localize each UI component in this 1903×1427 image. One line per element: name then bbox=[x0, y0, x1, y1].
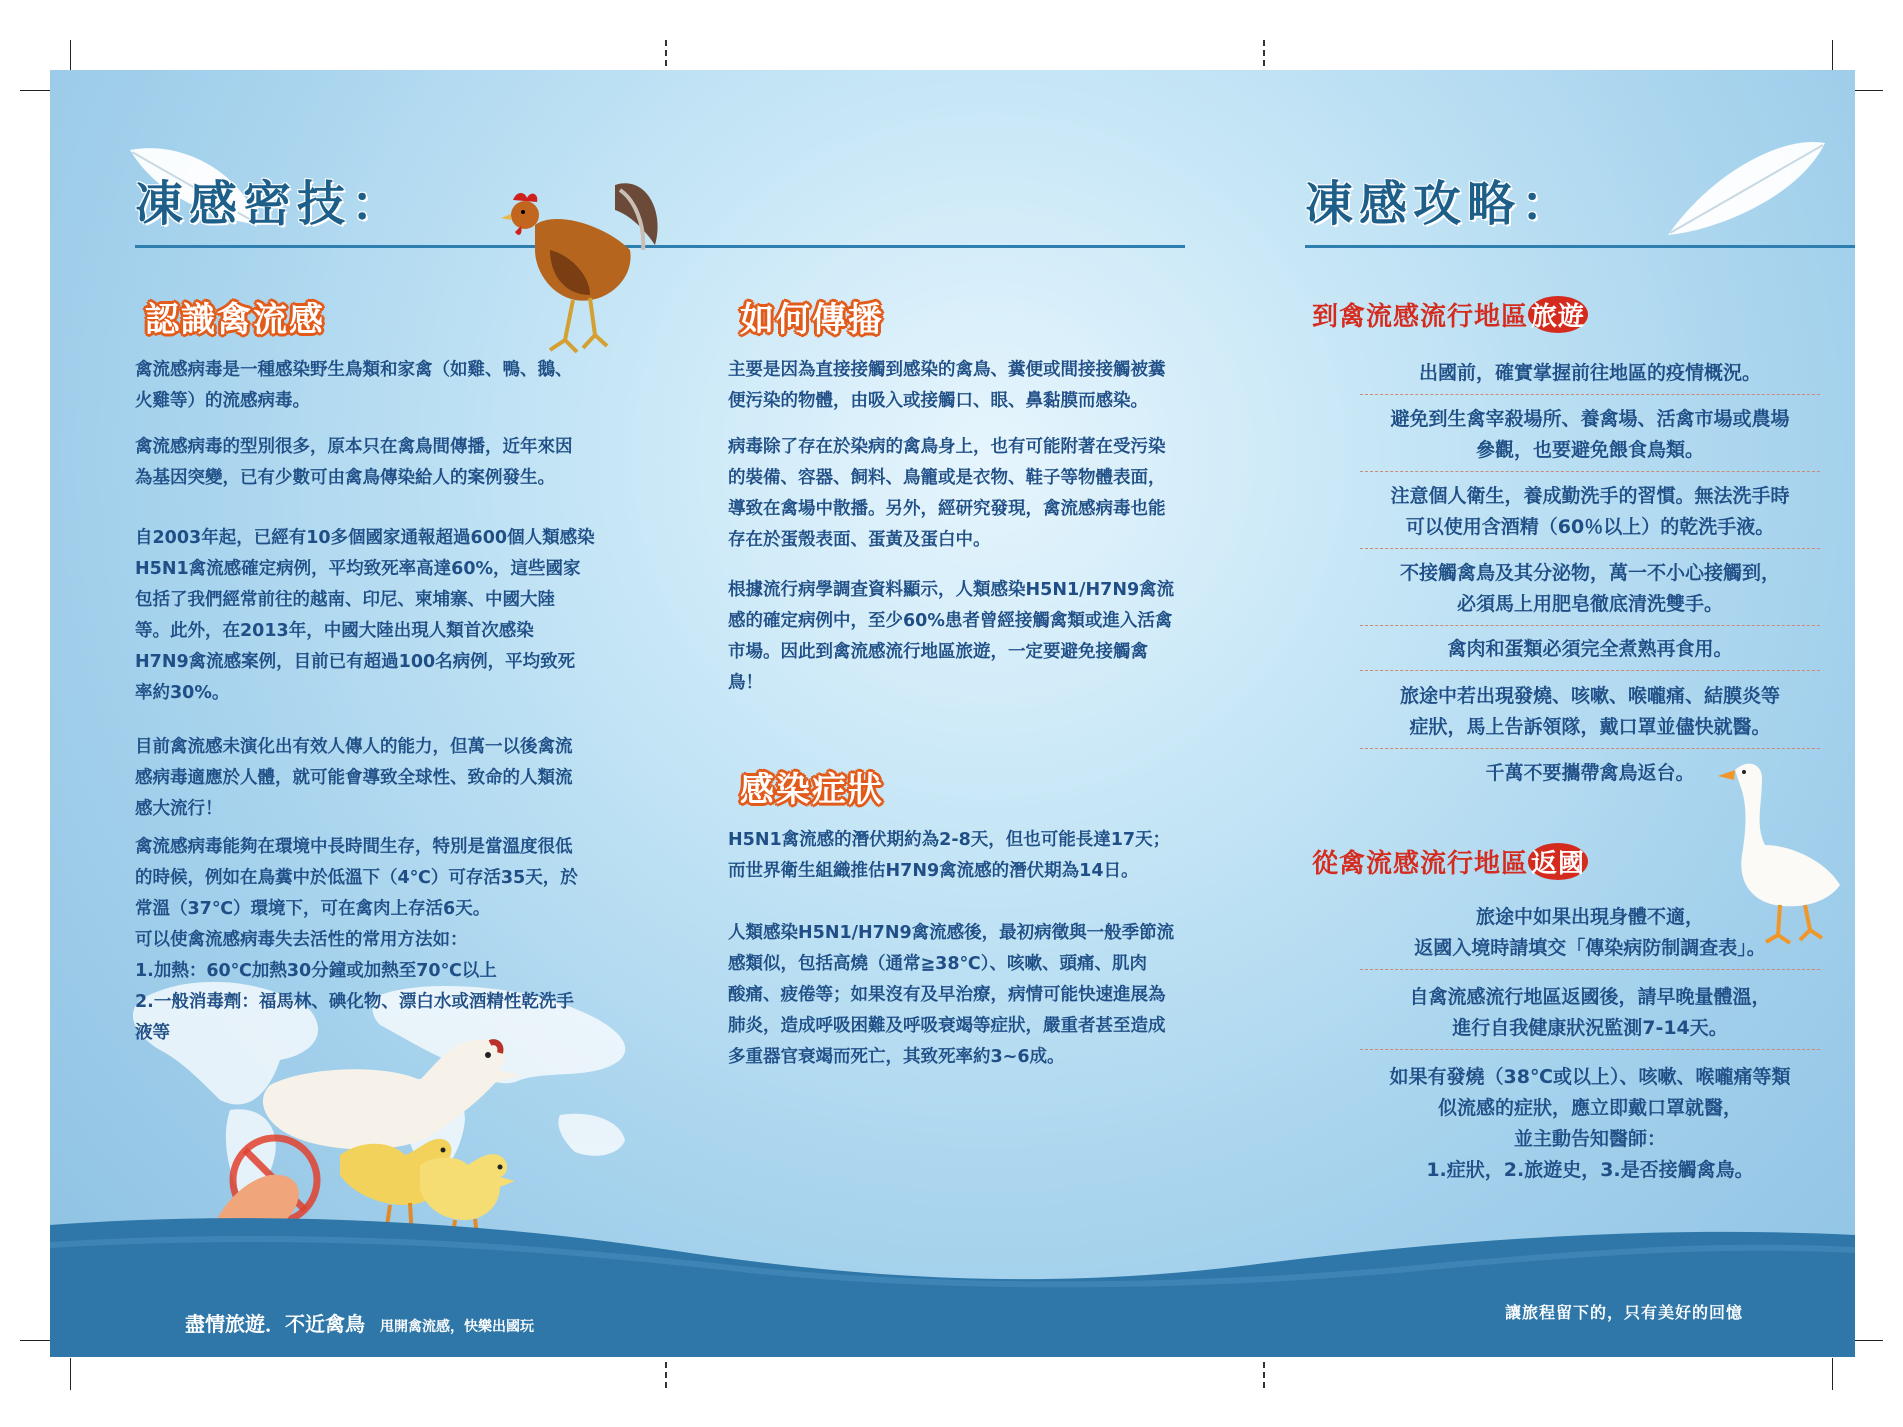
travel-tip: 千萬不要攜帶禽鳥返台。 bbox=[1485, 762, 1695, 784]
paragraph: 目前禽流感未演化出有效人傳人的能力，但萬一以後禽流 感病毒適應於人體，就可能會導致全球性、致命的人類流 感大流行！ bbox=[135, 737, 573, 819]
heading-travel-to-affected-area: 到禽流感流行地區 旅遊 bbox=[1312, 296, 1588, 333]
travel-tip: 旅途中若出現發燒、咳嗽、喉嚨痛、結膜炎等 症狀，馬上告訴領隊，戴口罩並儘快就醫。 bbox=[1360, 681, 1820, 749]
travel-tip: 避免到生禽宰殺場所、養禽場、活禽市場或農場 參觀，也要避免餵食鳥類。 bbox=[1360, 404, 1820, 472]
feather-illustration bbox=[1660, 135, 1830, 245]
paragraph: 禽流感病毒能夠在環境中長時間生存，特別是當溫度很低 的時候，例如在鳥糞中於低溫下（4℃）可存活35天，於 常溫（37℃）環境下，可在禽肉上存活6天。 可以使禽流感病毒失去活性的常用方法如： 1.加熱：60℃加熱30分鐘或加熱至70℃以上 2.一般消毒劑：福馬林、碘化物、漂白水或酒精性乾洗手 液等 bbox=[135, 837, 578, 1043]
left-main-title: 凍感密技： bbox=[135, 176, 406, 232]
paragraph: H5N1禽流感的潛伏期約為2-8天，但也可能長達17天； 而世界衛生組織推估H7N9禽流感的潛伏期為14日。 bbox=[728, 830, 1171, 881]
fold-mark bbox=[1263, 1362, 1265, 1388]
heading-infection-symptoms: 感染症狀 bbox=[740, 770, 884, 810]
return-tip: 自禽流感流行地區返國後，請早晚量體溫， 進行自我健康狀況監測7-14天。 bbox=[1360, 982, 1820, 1050]
left-bottom-slogan: 盡情旅遊．不近禽鳥 甩開禽流感，快樂出國玩 bbox=[185, 1312, 534, 1336]
paragraph: 人類感染H5N1/H7N9禽流感後，最初病徵與一般季節流 感類似，包括高燒（通常≧38℃）、咳嗽、頭痛、肌肉 酸痛、疲倦等；如果沒有及早治療，病情可能快速進展為 肺炎，造成呼吸困難及呼吸衰竭等症狀，嚴重者甚至造成 多重器官衰竭而死亡，其致死率約3~6成。 bbox=[728, 923, 1175, 1067]
rooster-illustration bbox=[495, 170, 670, 360]
crop-mark bbox=[1832, 1358, 1833, 1390]
brochure-panel bbox=[50, 70, 1855, 1357]
heading-return-from-affected-area: 從禽流感流行地區 返國 bbox=[1312, 843, 1588, 880]
right-main-title: 凍感攻略： bbox=[1305, 176, 1576, 232]
heading-how-it-spreads: 如何傳播 bbox=[740, 300, 884, 340]
travel-tip: 出國前，確實掌握前往地區的疫情概況。 bbox=[1360, 358, 1820, 395]
fold-mark bbox=[665, 1362, 667, 1388]
crop-mark bbox=[70, 1358, 71, 1390]
return-tip: 旅途中如果出現身體不適， 返國入境時請填交「傳染病防制調查表」。 bbox=[1360, 902, 1820, 970]
paragraph: 根據流行病學調查資料顯示，人類感染H5N1/H7N9禽流 感的確定病例中，至少60%患者曾經接觸禽類或進入活禽 市場。因此到禽流感流行地區旅遊，一定要避免接觸禽 鳥！ bbox=[728, 580, 1175, 693]
paragraph: 病毒除了存在於染病的禽鳥身上，也有可能附著在受污染 的裝備、容器、飼料、鳥籠或是衣物、鞋子等物體表面， 導致在禽場中散播。另外，經研究發現，禽流感病毒也能 存在於蛋殼表面、蛋黃及蛋白中。 bbox=[728, 437, 1166, 550]
crop-mark bbox=[1832, 40, 1833, 72]
paragraph: 禽流感病毒是一種感染野生鳥類和家禽（如雞、鴨、鵝、 火雞等）的流感病毒。 bbox=[135, 360, 573, 411]
travel-tip: 禽肉和蛋類必須完全煮熟再食用。 bbox=[1360, 634, 1820, 671]
crop-mark bbox=[70, 40, 71, 72]
right-title-rule bbox=[1305, 245, 1855, 248]
return-tip: 如果有發燒（38℃或以上）、咳嗽、喉嚨痛等類 似流感的症狀，應立即戴口罩就醫， 並主動告知醫師： 1.症狀，2.旅遊史，3.是否接觸禽鳥。 bbox=[1389, 1066, 1791, 1181]
paragraph: 禽流感病毒的型別很多，原本只在禽鳥間傳播，近年來因 為基因突變，已有少數可由禽鳥傳染給人的案例發生。 bbox=[135, 437, 573, 488]
fold-mark bbox=[1263, 40, 1265, 66]
travel-tip: 不接觸禽鳥及其分泌物，萬一不小心接觸到， 必須馬上用肥皂徹底清洗雙手。 bbox=[1360, 558, 1820, 626]
right-bottom-slogan: 讓旅程留下的，只有美好的回憶 bbox=[1505, 1303, 1744, 1322]
ducks-and-no-touch-illustration bbox=[190, 1005, 530, 1245]
heading-recognize-avian-flu: 認識禽流感 bbox=[145, 300, 325, 340]
paragraph: 自2003年起，已經有10多個國家通報超過600個人類感染 H5N1禽流感確定病例，平均致死率高達60%，這些國家 包括了我們經常前往的越南、印尼、柬埔寨、中國大陸 等。此外，在2013年，中國大陸出現人類首次感染 H7N9禽流感案例，目前已有超過100名病例，平均致死 率約30%。 bbox=[135, 528, 595, 703]
fold-mark bbox=[665, 40, 667, 66]
travel-tip: 注意個人衛生，養成勤洗手的習慣。無法洗手時 可以使用含酒精（60％以上）的乾洗手液。 bbox=[1360, 481, 1820, 549]
paragraph: 主要是因為直接接觸到感染的禽鳥、糞便或間接接觸被糞 便污染的物體，由吸入或接觸口、眼、鼻黏膜而感染。 bbox=[728, 360, 1166, 411]
